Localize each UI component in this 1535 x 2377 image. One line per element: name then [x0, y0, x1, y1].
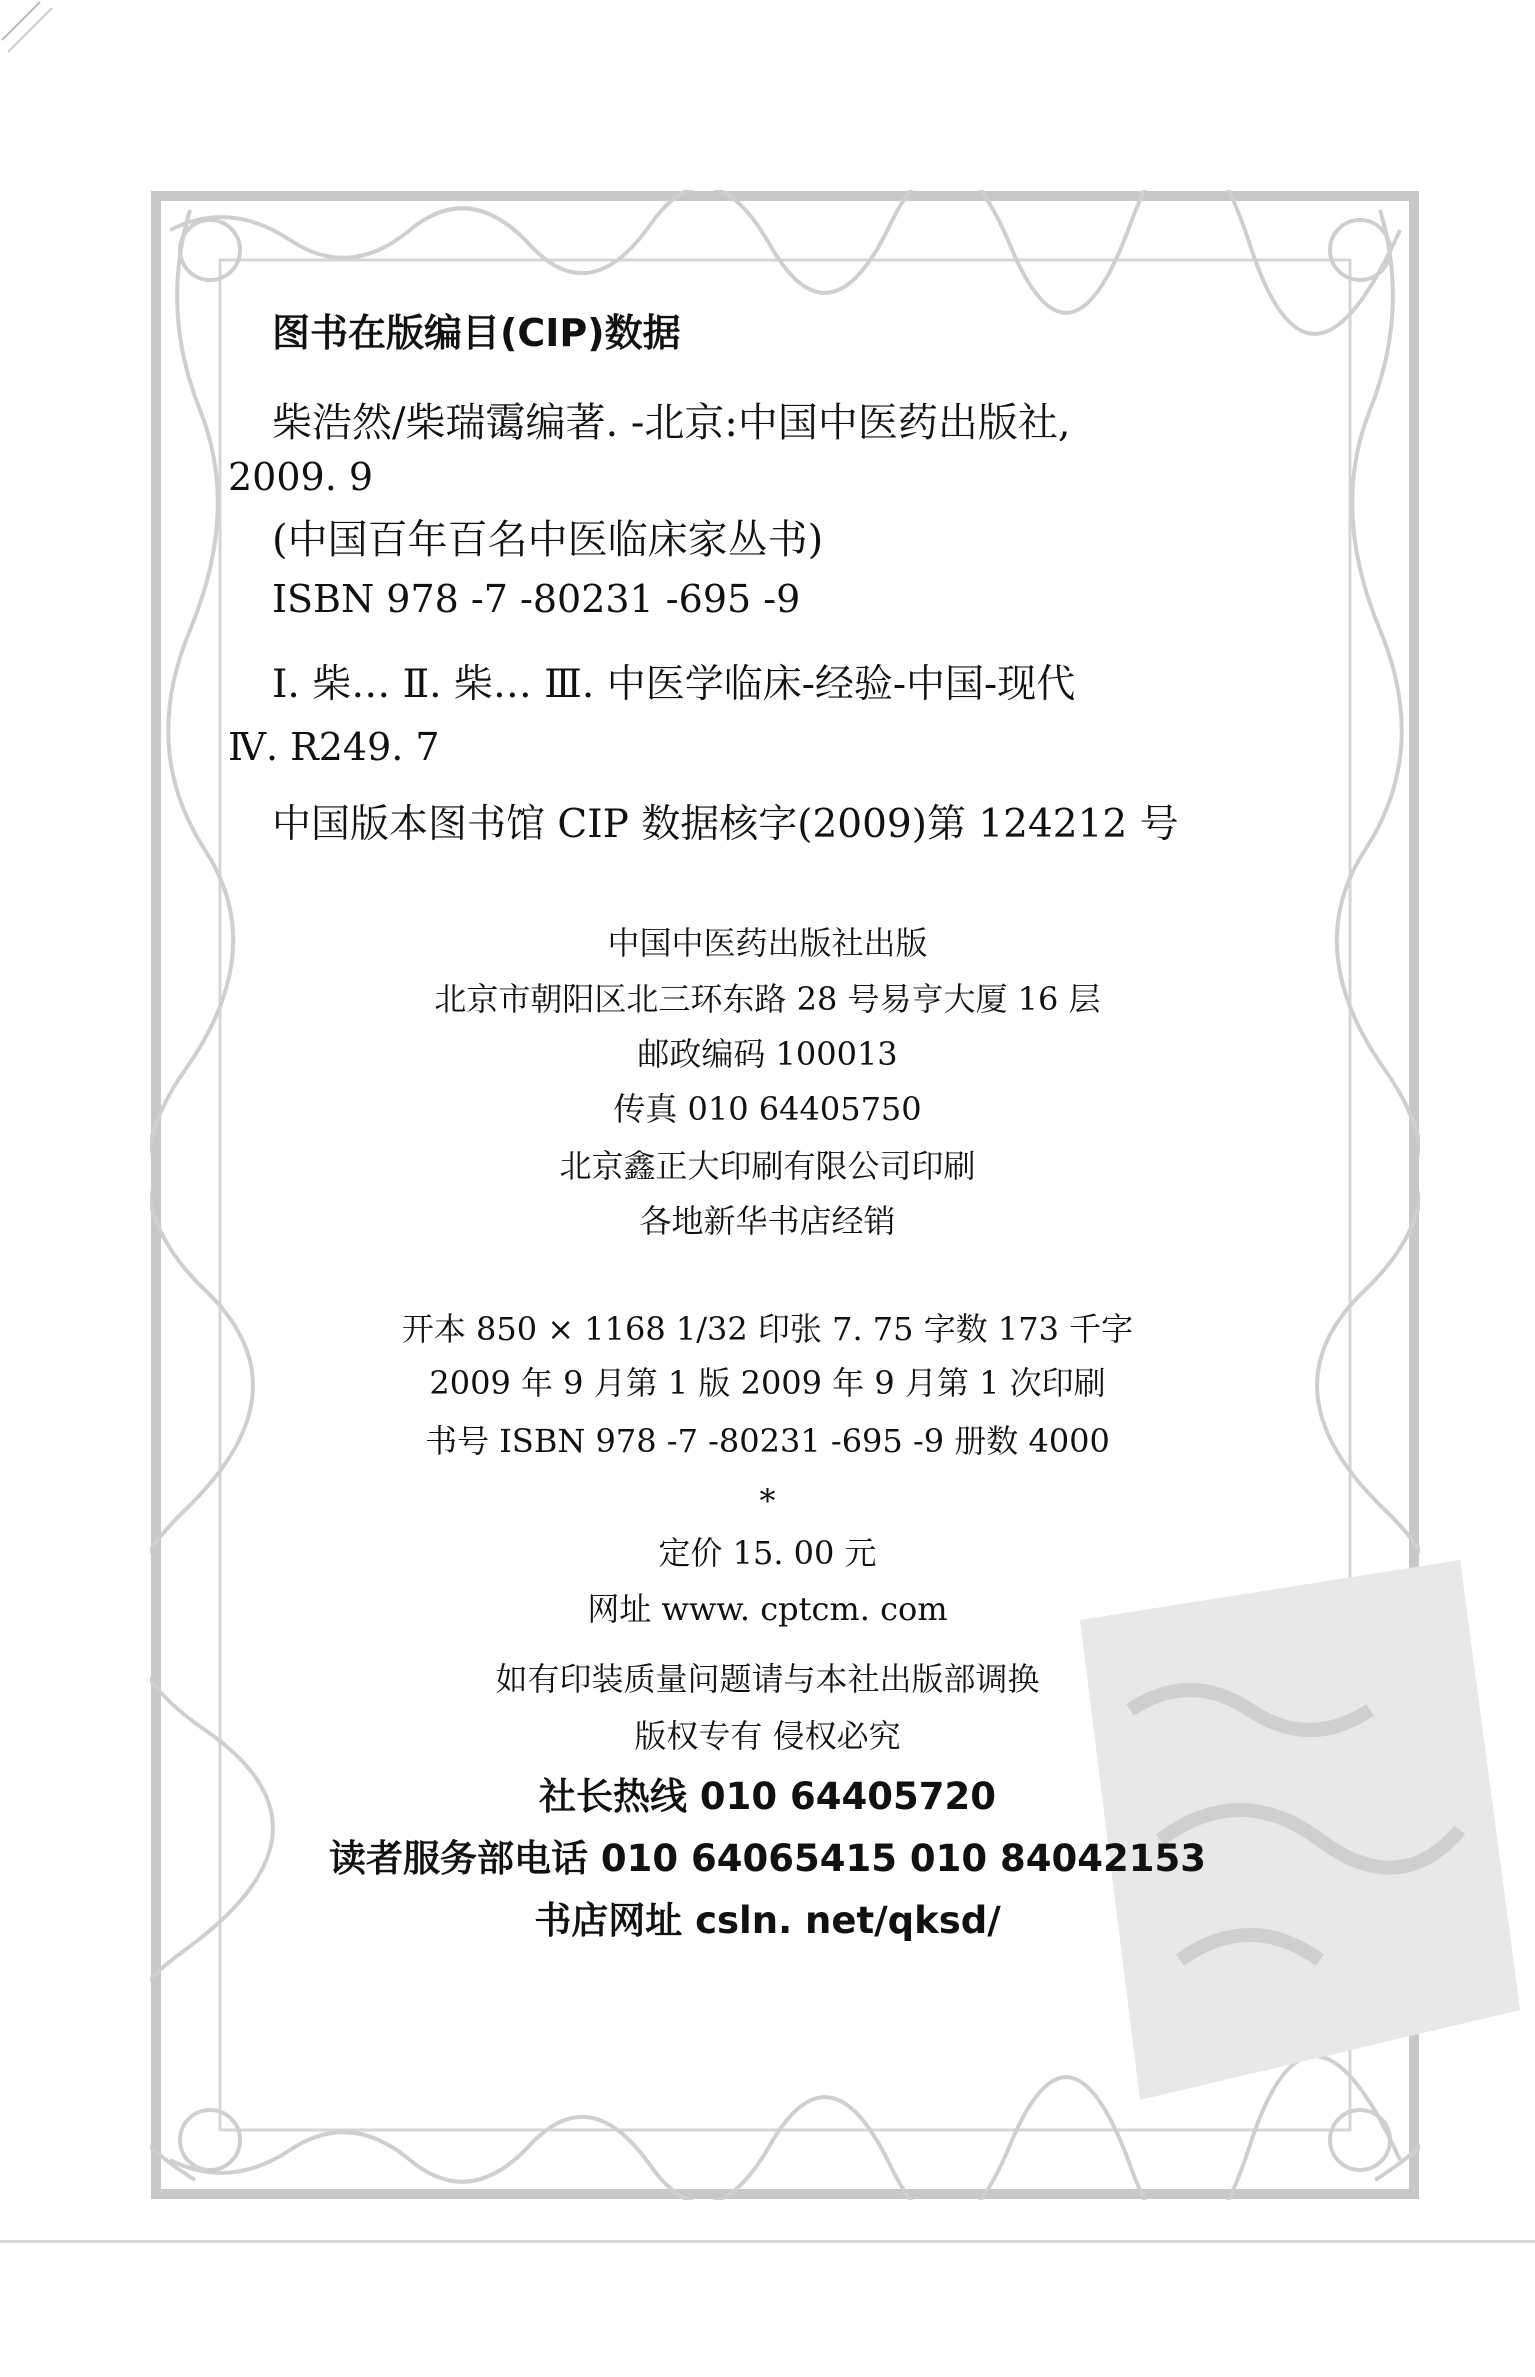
- cip-year-line: 2009. 9: [228, 455, 374, 499]
- publisher-address: 北京市朝阳区北三环东路 28 号易亨大厦 16 层: [434, 980, 1101, 1018]
- bottom-divider: [0, 2240, 1535, 2243]
- corner-stamp-icon: [0, 0, 70, 70]
- cip-isbn-line: ISBN 978 -7 -80231 -695 -9: [272, 577, 801, 621]
- cip-verify-line: 中国版本图书馆 CIP 数据核字(2009)第 124212 号: [272, 802, 1179, 847]
- cip-author-line: 柴浩然/柴瑞霭编著. -北京:中国中医药出版社,: [272, 400, 1071, 446]
- distributor-name: 各地新华书店经销: [639, 1202, 896, 1240]
- reader-service-phone: 读者服务部电话 010 64065415 010 84042153: [329, 1837, 1206, 1880]
- cip-subjects-line: Ⅰ. 柴… Ⅱ. 柴… Ⅲ. 中医学临床-经验-中国-现代: [272, 662, 1076, 707]
- publisher-fax: 传真 010 64405750: [613, 1090, 922, 1128]
- spec-edition: 2009 年 9 月第 1 版 2009 年 9 月第 1 次印刷: [429, 1364, 1106, 1402]
- bookstore-url: 书店网址 csln. net/qksd/: [534, 1899, 1001, 1942]
- spec-website: 网址 www. cptcm. com: [587, 1590, 948, 1628]
- publisher-postcode: 邮政编码 100013: [637, 1035, 898, 1073]
- director-hotline: 社长热线 010 64405720: [539, 1775, 996, 1818]
- spec-quality-note: 如有印装质量问题请与本社出版部调换: [495, 1660, 1040, 1698]
- cip-heading: 图书在版编目(CIP)数据: [272, 311, 681, 355]
- cip-series-line: (中国百年百名中医临床家丛书): [272, 517, 824, 563]
- printer-name: 北京鑫正大印刷有限公司印刷: [559, 1147, 976, 1185]
- spec-book-number: 书号 ISBN 978 -7 -80231 -695 -9 册数 4000: [425, 1422, 1110, 1460]
- spec-format: 开本 850 × 1168 1/32 印张 7. 75 字数 173 千字: [401, 1310, 1134, 1348]
- spec-rights: 版权专有 侵权必究: [634, 1717, 901, 1755]
- publisher-name: 中国中医药出版社出版: [607, 924, 928, 962]
- spec-price: 定价 15. 00 元: [658, 1534, 877, 1572]
- cip-class-line: Ⅳ. R249. 7: [228, 725, 440, 769]
- spec-separator: *: [759, 1482, 776, 1520]
